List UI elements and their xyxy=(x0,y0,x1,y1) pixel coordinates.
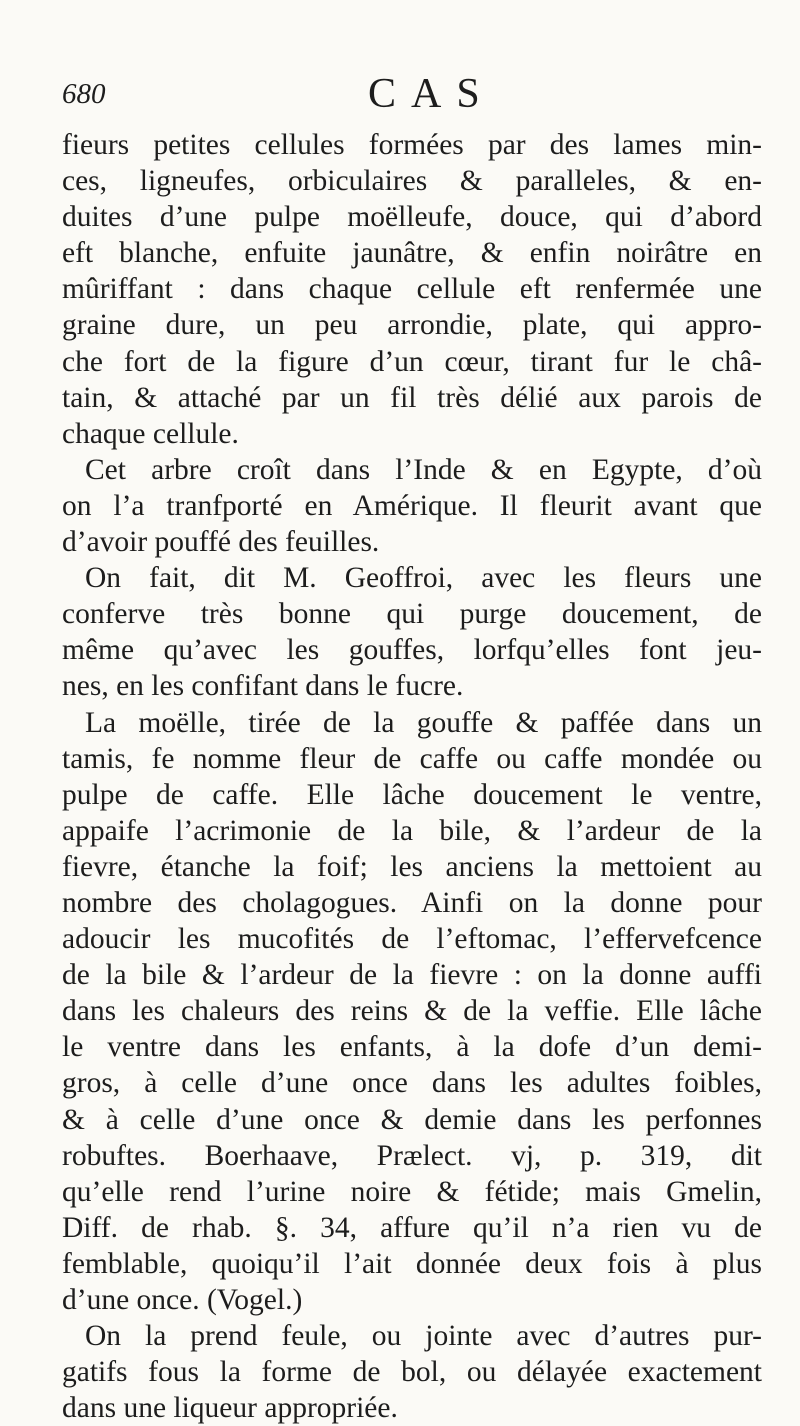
text-line: d’une once. (Vogel.) xyxy=(62,1284,303,1316)
text-line: chaque cellule. xyxy=(62,417,239,450)
text-line: fieurs petites cellules formées par des lames min- xyxy=(62,129,762,161)
text-line: On la prend feule, ou jointe avec d’autres pur- xyxy=(85,1320,762,1353)
page-number: 680 xyxy=(62,78,106,110)
text-line: che fort de la figure d’un cœur, tirant fur le châ- xyxy=(62,345,762,378)
text-line: dans les chaleurs des reins & de la veffie. Elle lâche xyxy=(62,995,762,1028)
text-line: On fait, dit M. Geoffroi, avec les fleurs une xyxy=(85,562,762,595)
text-line: Diff. de rhab. §. 34, affure qu’il n’a rien vu de xyxy=(62,1211,762,1244)
text-line: robuftes. Boerhaave, Prælect. vj, p. 319, dit xyxy=(62,1139,762,1172)
text-line: dans une liqueur appropriée. xyxy=(62,1392,398,1425)
running-head: CAS xyxy=(368,71,495,117)
text-line: gatifs fous la forme de bol, ou délayée exactement xyxy=(62,1356,762,1389)
text-line: qu’elle rend l’urine noire & fétide; mais Gmelin, xyxy=(62,1175,762,1208)
page-header xyxy=(62,70,762,120)
text-line: fievre, étanche la foif; les anciens la mettoient au xyxy=(62,850,762,883)
text-line: mûriffant : dans chaque cellule eft renfermée une xyxy=(62,273,762,306)
text-line: de la bile & l’ardeur de la fievre : on la donne auffi xyxy=(62,959,762,992)
body-text xyxy=(62,127,762,1426)
text-line: ces, ligneufes, orbiculaires & paralleles, & en- xyxy=(62,165,762,198)
text-line: pulpe de caffe. Elle lâche doucement le ventre, xyxy=(62,778,762,811)
text-line: femblable, quoiqu’il l’ait donnée deux fois à plus xyxy=(62,1247,762,1280)
text-line: La moëlle, tirée de la gouffe & paffée dans un xyxy=(85,706,762,739)
text-line: appaife l’acrimonie de la bile, & l’ardeur de la xyxy=(62,814,762,847)
text-line: tamis, fe nomme fleur de caffe ou caffe mondée ou xyxy=(62,742,762,775)
text-line: tain, & attaché par un fil très délié aux parois de xyxy=(62,381,762,414)
text-line: adoucir les mucofités de l’eftomac, l’effervefcence xyxy=(62,923,762,956)
text-line: eft blanche, enfuite jaunâtre, & enfin noirâtre en xyxy=(62,237,762,270)
text-line: Cet arbre croît dans l’Inde & en Egypte, d’où xyxy=(85,453,762,486)
text-line: & à celle d’une once & demie dans les perfonnes xyxy=(62,1103,762,1136)
text-line: même qu’avec les gouffes, lorfqu’elles font jeu- xyxy=(62,634,762,667)
text-line: on l’a tranfporté en Amérique. Il fleurit avant que xyxy=(62,489,762,522)
text-line: gros, à celle d’une once dans les adultes foibles, xyxy=(62,1067,762,1100)
text-line: graine dure, un peu arrondie, plate, qui appro- xyxy=(62,309,762,342)
text-line: le ventre dans les enfants, à la dofe d’un demi- xyxy=(62,1031,762,1064)
text-line: nombre des cholagogues. Ainfi on la donne pour xyxy=(62,886,762,919)
text-line: d’avoir pouffé des feuilles. xyxy=(62,526,380,559)
text-line: duites d’une pulpe moëlleufe, douce, qui d’abord xyxy=(62,201,762,234)
text-line: nes, en les confifant dans le fucre. xyxy=(62,670,464,703)
text-line: conferve très bonne qui purge doucement, de xyxy=(62,598,762,631)
